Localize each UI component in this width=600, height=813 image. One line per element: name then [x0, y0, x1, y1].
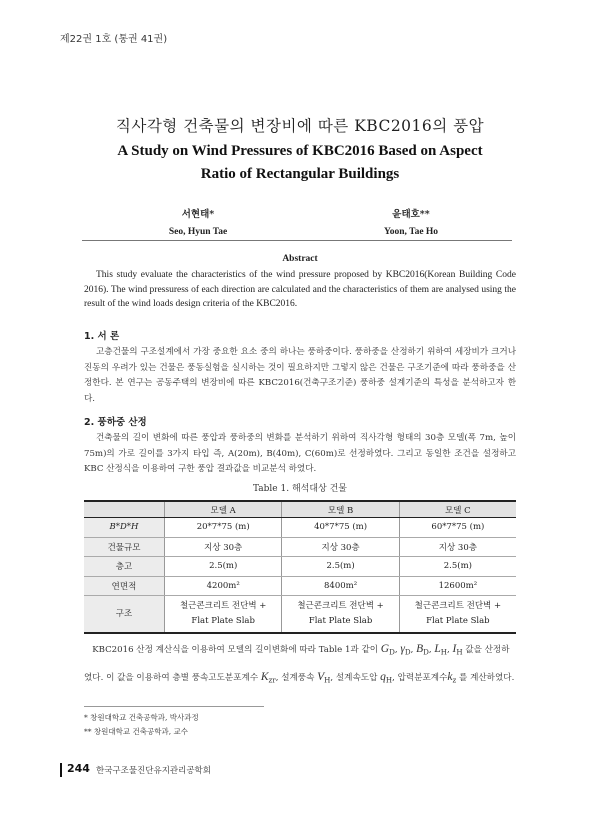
author-2-name-ko: 윤태호** [392, 209, 430, 220]
table-cell: 2.5(m) [165, 557, 282, 577]
table-caption: Table 1. 해석대상 건물 [253, 484, 347, 494]
author-1-name-ko: 서현태* [181, 209, 215, 220]
title-korean: 직사각형 건축물의 변장비에 따른 KBC2016의 풍압 [115, 117, 485, 135]
cell-line: 철근콘크리트 전단벽 + [414, 601, 502, 611]
subscript: D [423, 647, 429, 657]
title-english-line1: A Study on Wind Pressures of KBC2016 Based on Aspect [117, 143, 483, 159]
table-cell: 8400m² [282, 576, 399, 596]
author-2 [311, 206, 511, 237]
table-row [84, 518, 516, 538]
table-cell: 2.5(m) [399, 557, 516, 577]
abstract-text: This study evaluate the characteristics of the wind pressure proposed by KBC2016(Korean Building Code 2016). The wind pressuress of each direction are calculated and the characteristics of them are analysed using the result of the wind loads design criteria of the KBC2016. [84, 270, 516, 309]
section2-text: 건축물의 길이 변화에 따른 풍압과 풍하중의 변화를 분석하기 위하여 직사각형 형태의 30층 모델(폭 7m, 높이 75m)의 가로 길이를 3가지 타입 즉, A(20m), B(40m), C(60m)로 선정하였다. 그리고 동일한 조건을 설정하고 KBC 산정식을 이용하여 구한 풍압 결과값을 비교분석 하였다. [84, 433, 516, 474]
row-label: B*D*H [84, 518, 165, 538]
subscript: H [324, 675, 331, 685]
table-cell: 40*7*75 (m) [282, 518, 399, 538]
table-row [84, 557, 516, 577]
table-row [84, 596, 516, 634]
symbol-vh: V [317, 670, 325, 683]
table-cell: 지상 30층 [165, 537, 282, 557]
symbol-kz: k [447, 670, 453, 683]
para3-text-1: KBC2016 산정 계산식을 이용하여 모델의 길이변화에 따라 Table 1과 같이 [92, 645, 379, 655]
table-cell: 20*7*75 (m) [165, 518, 282, 538]
symbol-ih: I [452, 643, 457, 655]
section1-heading: 1. 서 론 [84, 331, 120, 342]
para3-text-3: , 설계풍속 [275, 672, 315, 683]
table-header-row [84, 501, 516, 518]
table-cell: 4200m² [165, 576, 282, 596]
title-english [60, 140, 540, 186]
table-cell [399, 596, 516, 634]
abstract-heading: Abstract [282, 254, 318, 264]
cell-line: 철근콘크리트 전단벽 + [179, 601, 267, 611]
table-cell: 지상 30층 [399, 537, 516, 557]
section2-heading: 2. 풍하중 산정 [84, 417, 147, 428]
subscript: D [389, 647, 395, 657]
table-cell: 2.5(m) [282, 557, 399, 577]
title-english-line2: Ratio of Rectangular Buildings [200, 166, 400, 182]
subscript: H [456, 647, 463, 657]
row-label: 층고 [84, 557, 165, 577]
abstract-divider [82, 240, 512, 241]
building-table [84, 500, 516, 634]
footnote-divider [84, 706, 264, 707]
table-header-blank [84, 501, 165, 518]
table-cell: 지상 30층 [282, 537, 399, 557]
table-header-model-c: 모델 C [399, 501, 516, 518]
symbol-gd: G [380, 643, 390, 655]
table-cell [165, 596, 282, 634]
footer-bar [60, 763, 62, 777]
journal-name: 한국구조물진단유지관리공학회 [96, 766, 211, 776]
cell-line: Flat Plate Slab [191, 616, 255, 626]
footnote-1: * 창원대학교 건축공학과, 박사과정 [84, 713, 199, 722]
subscript: z [452, 675, 457, 685]
symbol-lh: L [434, 643, 441, 655]
subscript: H [440, 647, 447, 657]
para3-text-2: 값을 산정하였다. 이 값을 이용하여 층별 풍속고도분포계수 [84, 645, 510, 683]
table-row [84, 537, 516, 557]
page-number: 244 [67, 762, 90, 775]
author-2-name-en: Yoon, Tae Ho [383, 227, 439, 237]
table-cell: 60*7*75 (m) [399, 518, 516, 538]
cell-line: Flat Plate Slab [308, 616, 373, 626]
subscript: D [404, 647, 411, 657]
footnote-2: ** 창원대학교 건축공학과, 교수 [84, 727, 188, 736]
issue-label: 제22권 1호 (통권 41권) [60, 34, 168, 45]
para3-text-6: 를 계산하였다. [459, 672, 515, 683]
row-label: 건물규모 [84, 537, 165, 557]
cell-line: Flat Plate Slab [426, 616, 490, 626]
row-label: 연면적 [84, 576, 165, 596]
section1-text: 고층건물의 구조설계에서 가장 중요한 요소 중의 하나는 풍하중이다. 풍하중을 산정하기 위하여 세장비가 크거나 진동의 우려가 있는 건물은 풍동실험을 실시하는 것이 필요하지만 그렇지 않은 건물은 구조기준에 따라 풍하중을 산정한다. 본 연구는 공동주택의 변장비에 따른 KBC2016(건축구조기준) 풍하중 설계기준의 특성을 분석하고자 한다. [84, 347, 516, 404]
para3-text-5: , 압력분포계수 [392, 672, 448, 683]
subscript: zr [268, 675, 276, 685]
cell-line: 철근콘크리트 전단벽 + [297, 601, 384, 611]
table-cell [282, 596, 399, 634]
symbol-qh: q [380, 670, 386, 683]
table-header-model-b: 모델 B [282, 501, 399, 518]
symbol-gamma-d: γ [400, 643, 405, 655]
author-1-name-en: Seo, Hyun Tae [168, 227, 228, 237]
symbol-bd: B [416, 643, 424, 655]
row-label: 구조 [84, 596, 165, 634]
symbol-kzr: K [260, 670, 269, 683]
table-row [84, 576, 516, 596]
para3-text-4: , 설계속도압 [330, 672, 378, 683]
section2-paragraph-2: KBC2016 산정 계산식을 이용하여 모델의 길이변화에 따라 Table 1과 같이 $G_D$, $\gamma_D$, $B_D$, $L_H$, $I_H$ 값을 산정하였다. 이 값을 이용하여 층별 풍속고도분포계수 $K_{zr}$, 설계풍속 $V_H$, 설계속도압 $q_H$, 압력분포계수$k_z$ 를 계산하였다. [84, 643, 515, 685]
table-cell: 12600m² [399, 576, 516, 596]
subscript: H [385, 675, 393, 685]
author-1 [98, 206, 298, 237]
table-header-model-a: 모델 A [165, 501, 282, 518]
